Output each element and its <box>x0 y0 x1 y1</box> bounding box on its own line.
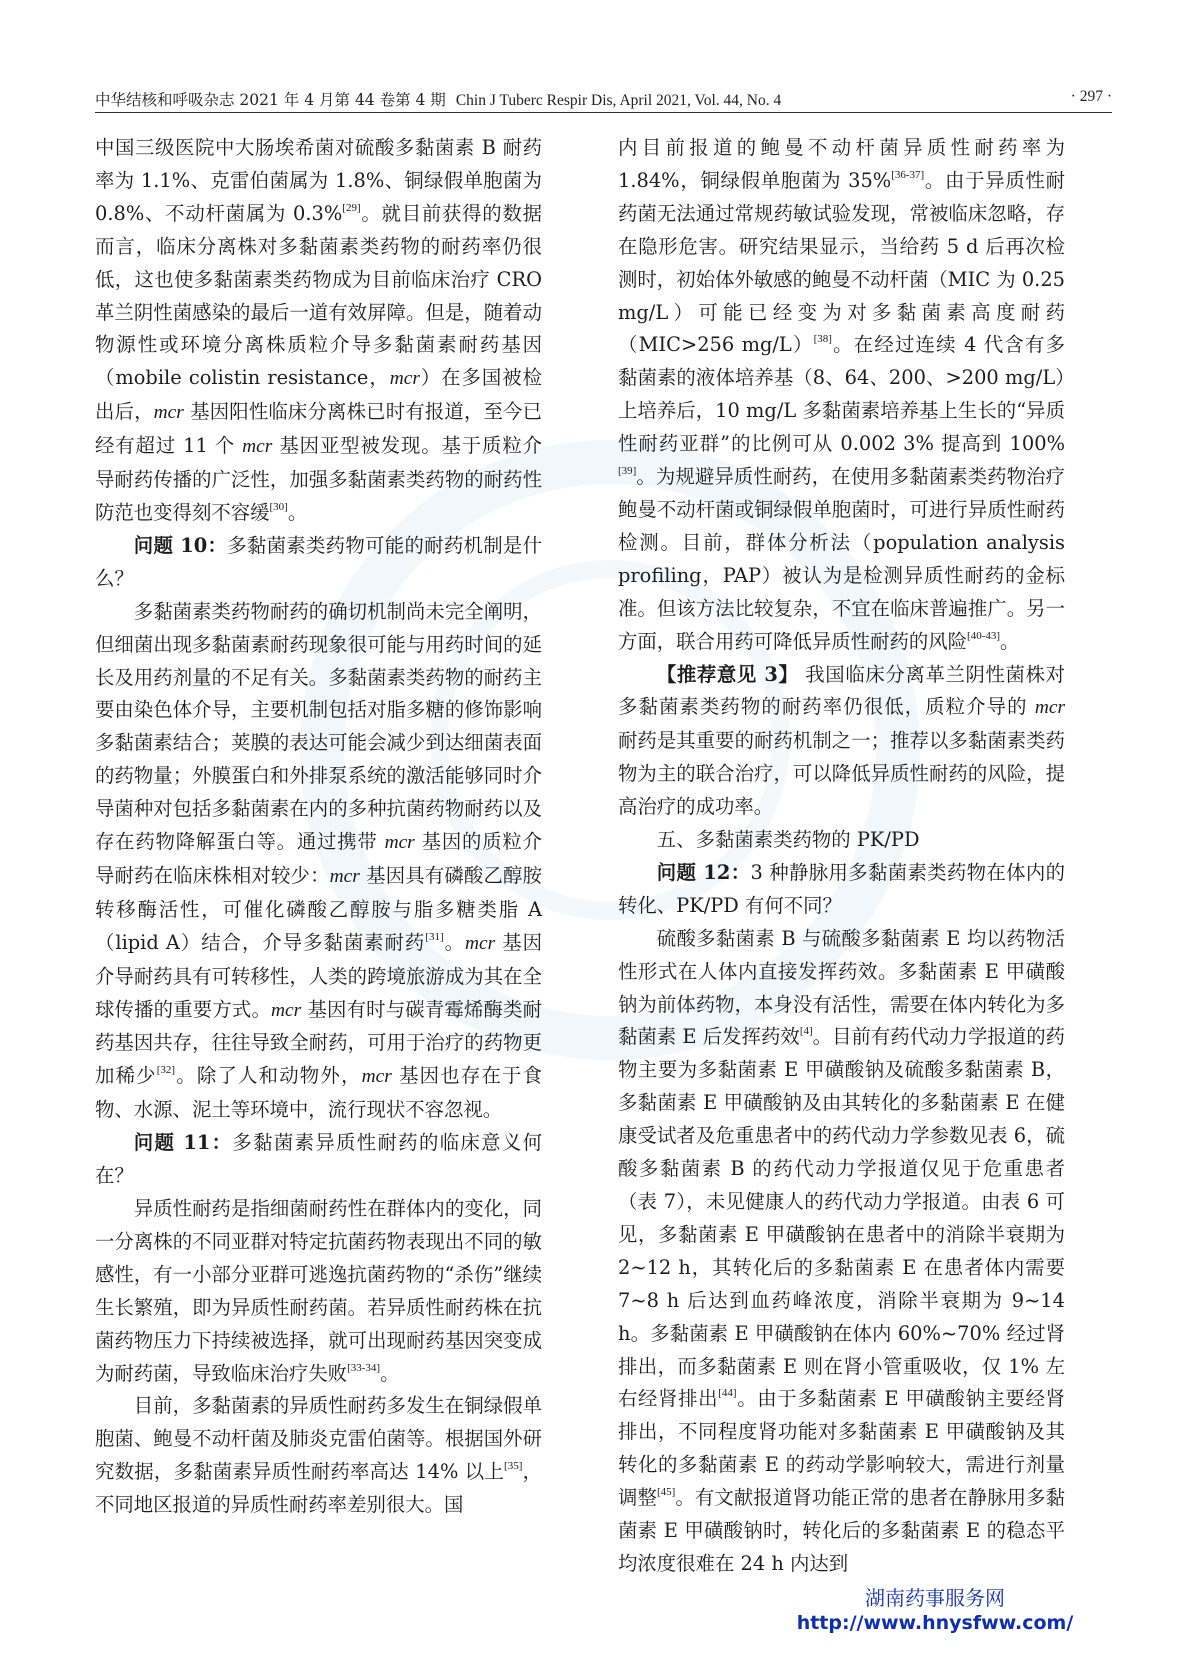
citation-link[interactable]: [31] <box>425 930 444 943</box>
text-run: 基因也存在于食物、水源、泥土等环境中，流行现状不容忽视。 <box>95 1064 543 1122</box>
text-run: 。由于异质性耐药菌无法通过常规药敏试验发现，常被临床忽略，存在隐形危害。研究结果显示，当给药 5 d 后再次检测时，初始体外敏感的鲍曼不动杆菌（MIC 为 0.25 mg/L）可能已经变为对多黏菌素高度耐药（MIC>256 mg/L） <box>618 168 1065 357</box>
section-heading-pkpd: 五、多黏菌素类药物的 PK/PD <box>656 828 920 852</box>
running-header <box>95 82 1112 110</box>
question-label: 问题 12： <box>656 860 751 884</box>
question-label: 问题 11： <box>133 1131 233 1155</box>
gene-name: mcr <box>389 368 420 390</box>
text-run: 基因介导耐药具有可转移性，人类的跨境旅游成为其在全球传播的重要方式。 <box>95 930 543 1021</box>
text-run: 耐药是其重要的耐药机制之一；推荐以多黏菌素类药物为主的联合治疗，可以降低异质性耐药的风险，提高治疗的成功率。 <box>618 729 1065 819</box>
text-run: ）在多国被检出后， <box>95 366 543 424</box>
gene-name: mcr <box>361 1066 392 1088</box>
citation-link[interactable]: [29] <box>342 201 361 214</box>
gene-name: mcr <box>384 832 415 854</box>
journal-citation <box>95 88 781 110</box>
paragraph-resistance-mechanism <box>95 596 542 1128</box>
text-run: 。有文献报道肾功能正常的患者在静脉用多黏菌素 E 甲磺酸钠时，转化后的多黏菌素 E 的稳态平均浓度很难在 24 h 内达到 <box>618 1486 1066 1575</box>
text-run: 基因有时与碳青霉烯酶类耐药基因共存，往往导致全耐药，可用于治疗的药物更加稀少 <box>95 997 543 1088</box>
paragraph-heteroresistance-definition <box>95 1193 542 1390</box>
question-label: 问题 10： <box>133 533 228 557</box>
text-run: 内目前报道的鲍曼不动杆菌异质性耐药率为 1.84%，铜绿假单胞菌为 35% <box>618 136 1065 192</box>
text-run: 。目前有药代动力学报道的药物主要为多黏菌素 E 甲磺酸钠及硫酸多黏菌素 B，多黏菌素 E 甲磺酸钠及由其转化的多黏菌素 E 在健康受试者及危重患者中的药代动力学参数见表 6，硫酸多黏菌素 B 的药代动力学报道仅见于危重患者（表 7），未见健康人的药代动力学报道。由表 6 可见，多黏菌素 E 甲磺酸钠在患者中的消除半衰期为 2~12 h，其转化后的多黏菌素 E 在患者体内需要 7~8 h 后达到血药峰浓度，消除半衰期为 9~14 h。多黏菌素 E 甲磺酸钠在体内 60%~70% 经过肾排出，而多黏菌素 E 则在肾小管重吸收，仅 1% 左右经肾排出 <box>618 1025 1066 1411</box>
gene-name: mcr <box>271 999 302 1021</box>
text-run: 。 <box>443 930 465 954</box>
site-url-link[interactable]: http://www.hnysfww.com/ <box>796 1612 1074 1634</box>
citation-link[interactable]: [36-37] <box>891 168 925 181</box>
header-divider <box>95 112 1112 113</box>
recommendation-3 <box>618 659 1065 825</box>
site-name: 湖南药事服务网 <box>865 1586 1005 1610</box>
text-run: 。为规避异质性耐药，在使用多黏菌素类药物治疗鲍曼不动杆菌或铜绿假单胞菌时，可进行异质性耐药检测。目前，群体分析法（population analysis profiling，PAP）被认为是检测异质性耐药的金标准。但该方法比较复杂，不宜在临床普遍推广。另一方面，联合用药可降低异质性耐药的风险 <box>618 465 1065 653</box>
citation-link[interactable]: [32] <box>156 1064 176 1077</box>
gene-name: mcr <box>242 436 273 458</box>
citation-link[interactable]: [35] <box>504 1460 523 1473</box>
journal-name-cn: 中华结核和呼吸杂志 2021 年 4 月第 44 卷第 4 期 <box>95 91 446 109</box>
citation-link[interactable]: [39] <box>618 465 637 478</box>
text-run: 目前，多黏菌素的异质性耐药多发生在铜绿假单胞菌、鲍曼不动杆菌及肺炎克雷伯菌等。根据国外研究数据，多黏菌素异质性耐药率高达 14% 以上 <box>95 1394 542 1484</box>
text-run: 。 <box>380 1361 400 1385</box>
page-number: · 297 · <box>1070 88 1112 105</box>
paragraph-mcr-prevalence <box>95 132 542 530</box>
text-run: 基因阳性临床分离株已时有报道，至今已经有超过 11 个 <box>95 400 542 458</box>
question-10 <box>95 530 542 596</box>
text-run: 基因的质粒介导耐药在临床株相对较少： <box>95 830 542 887</box>
text-run: 硫酸多黏菌素 B 与硫酸多黏菌素 E 均以药物活性形式在人体内直接发挥药效。多黏菌素 E 甲磺酸钠为前体药物，本身没有活性，需要在体内转化为多黏菌素 E 后发挥药效 <box>618 926 1065 1049</box>
text-run: 基因具有磷酸乙醇胺转移酶活性，可催化磷酸乙醇胺与脂多糖类脂 A（lipid A）结合，介导多黏菌素耐药 <box>95 863 542 954</box>
text-run: 。由于多黏菌素 E 甲磺酸钠主要经肾排出，不同程度肾功能对多黏菌素 E 甲磺酸钠及其转化的多黏菌素 E 的药动学影响较大，需进行剂量调整 <box>618 1387 1066 1510</box>
citation-link[interactable]: [44] <box>718 1387 737 1400</box>
paragraph-pk-comparison <box>618 923 1065 1581</box>
citation-link[interactable]: [40-43] <box>967 629 1001 642</box>
site-footer <box>770 1585 1100 1635</box>
paragraph-heteroresistance-rates <box>95 1390 542 1522</box>
right-column <box>618 132 1065 1581</box>
text-run: 。在经过连续 4 代含有多黏菌素的液体培养基（8、64、200、>200 mg/L）上培养后，10 mg/L 多黏菌素培养基上生长的“异质性耐药亚群”的比例可从 0.002 3% 提高到 100% <box>618 333 1066 456</box>
citation-link[interactable]: [45] <box>656 1486 676 1499</box>
citation-link[interactable]: [33-34] <box>347 1361 381 1374</box>
citation-link[interactable]: [4] <box>799 1025 813 1038</box>
gene-name: mcr <box>329 865 360 887</box>
text-run: 。除了人和动物外， <box>175 1064 362 1088</box>
question-12 <box>618 857 1065 923</box>
journal-name-en: Chin J Tuberc Respir Dis, April 2021, Vol. 44, No. 4 <box>455 92 782 109</box>
recommendation-label: 【推荐意见 3】 <box>656 662 799 686</box>
text-run: ，不同地区报道的异质性耐药率差别很大。国 <box>95 1460 542 1517</box>
question-text: 多黏菌素异质性耐药的临床意义何在？ <box>95 1131 542 1188</box>
text-run: 异质性耐药是指细菌耐药性在群体内的变化，同一分离株的不同亚群对特定抗菌药物表现出不同的敏感性，有一小部分亚群可逃逸抗菌药物的“杀伤”继续生长繁殖，即为异质性耐药菌。若异质性耐药株在抗菌药物压力下持续被选择，就可出现耐药基因突变成为耐药菌，导致临床治疗失败 <box>95 1197 542 1385</box>
text-run: 中国三级医院中大肠埃希菌对硫酸多黏菌素 B 耐药率为 1.1%、克雷伯菌属为 1.8%、铜绿假单胞菌为 0.8%、不动杆菌属为 0.3% <box>95 136 542 225</box>
text-run: 多黏菌素类药物耐药的确切机制尚未完全阐明，但细菌出现多黏菌素耐药现象很可能与用药时间的延长及用药剂量的不足有关。多黏菌素类药物的耐药主要由染色体介导，主要机制包括对脂多糖的修饰影响多黏菌素结合；荚膜的表达可能会减少到达细菌表面的药物量；外膜蛋白和外排泵系统的激活能够同时介导菌种对包括多黏菌素在内的多种抗菌药物耐药以及存在药物降解蛋白等。通过携带 <box>95 599 542 854</box>
paragraph-heteroresistance-detection <box>618 132 1065 659</box>
text-run: 。 <box>1000 629 1020 653</box>
gene-name: mcr <box>153 402 184 424</box>
gene-name: mcr <box>464 932 496 954</box>
citation-link[interactable]: [38] <box>813 333 832 346</box>
text-run: 。就目前获得的数据而言，临床分离株对多黏菌素类药物的耐药率仍很低，这也使多黏菌素类药物成为目前临床治疗 CRO 革兰阴性菌感染的最后一道有效屏障。但是，随着动物源性或环境分离株质粒介导多黏菌素耐药基因（mobile colistin resistance， <box>95 201 542 390</box>
text-run: 基因亚型被发现。基于质粒介导耐药传播的广泛性，加强多黏菌素类药物的耐药性防范也变得刻不容缓 <box>95 434 542 524</box>
question-text: 多黏菌素类药物可能的耐药机制是什么？ <box>95 533 542 590</box>
left-column <box>95 132 542 1522</box>
question-11 <box>95 1127 542 1193</box>
gene-name: mcr <box>1034 697 1065 719</box>
citation-link[interactable]: [30] <box>269 500 288 513</box>
question-text: 3 种静脉用多黏菌素类药物在体内的转化、PK/PD 有何不同？ <box>618 860 1065 917</box>
text-run: 。 <box>287 500 308 524</box>
text-run: 我国临床分离革兰阴性菌株对多黏菌素类药物的耐药率仍很低，质粒介导的 <box>618 662 1065 719</box>
